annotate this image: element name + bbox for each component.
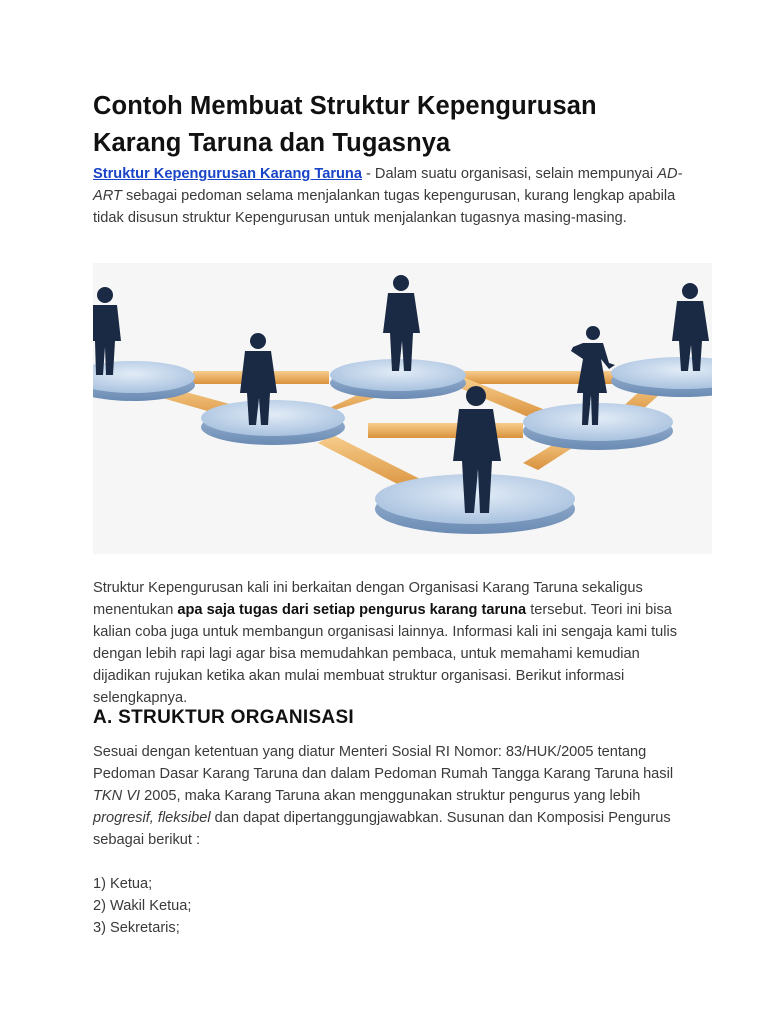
list-item: 2) Wakil Ketua;	[93, 898, 192, 914]
intro-text-2: sebagai pedoman selama menjalankan tugas kepengurusan, kurang lengkap apabila tidak disusun struktur Kepengurusan untuk menjalankan tugasnya masing-masing.	[93, 188, 676, 226]
paragraph-2	[93, 577, 693, 709]
article	[93, 88, 713, 936]
section-heading: A. STRUKTUR ORGANISASI	[93, 707, 354, 728]
list-item: 3) Sekretaris;	[93, 920, 180, 936]
title-line-1: Contoh Membuat Struktur Kepengurusan	[93, 92, 597, 120]
p3-text-2: 2005, maka Karang Taruna akan menggunakan struktur pengurus yang lebih	[140, 788, 641, 804]
intro-paragraph	[93, 163, 693, 229]
p3-italic-1: TKN VI	[93, 788, 141, 804]
composition-list	[93, 873, 191, 939]
p3-italic-2: progresif, fleksibel	[93, 810, 211, 826]
title-line-2: Karang Taruna dan Tugasnya	[93, 129, 451, 157]
p2-bold-1: apa saja tugas dari setiap pengurus karang taruna	[177, 602, 527, 618]
p3-text-1: Sesuai dengan ketentuan yang diatur Menteri Sosial RI Nomor: 83/HUK/2005 tentang Pedoman Dasar Karang Taruna dan dalam Pedoman Rumah Tangga Karang Taruna hasil	[93, 744, 674, 782]
p2-text-1: Struktur Kepengurusan kali ini berkaitan dengan Organisasi Karang Taruna sekaligus menentukan	[93, 580, 643, 618]
page-title	[93, 88, 713, 162]
list-item: 1) Ketua;	[93, 876, 153, 892]
p2-text-2: tersebut. Teori ini bisa kalian coba juga untuk membangun organisasi lainnya. Informasi kali ini sengaja kami tulis dengan lebih rapi lagi agar bisa memudahkan pembaca, untuk memahami kemudian dijadikan rujukan ketika akan mulai membuat struktur organisasi. Berikut informasi selengkapnya.	[93, 602, 678, 706]
article-link[interactable]: Struktur Kepengurusan Karang Taruna	[93, 166, 362, 182]
organization-network-image	[93, 263, 712, 554]
intro-text-1: - Dalam suatu organisasi, selain mempunyai	[361, 166, 658, 182]
paragraph-3	[93, 741, 693, 851]
intro-italic-adart: AD-ART	[93, 166, 683, 204]
p3-text-3: dan dapat dipertanggungjawabkan. Susunan dan Komposisi Pengurus sebagai berikut :	[93, 810, 671, 848]
